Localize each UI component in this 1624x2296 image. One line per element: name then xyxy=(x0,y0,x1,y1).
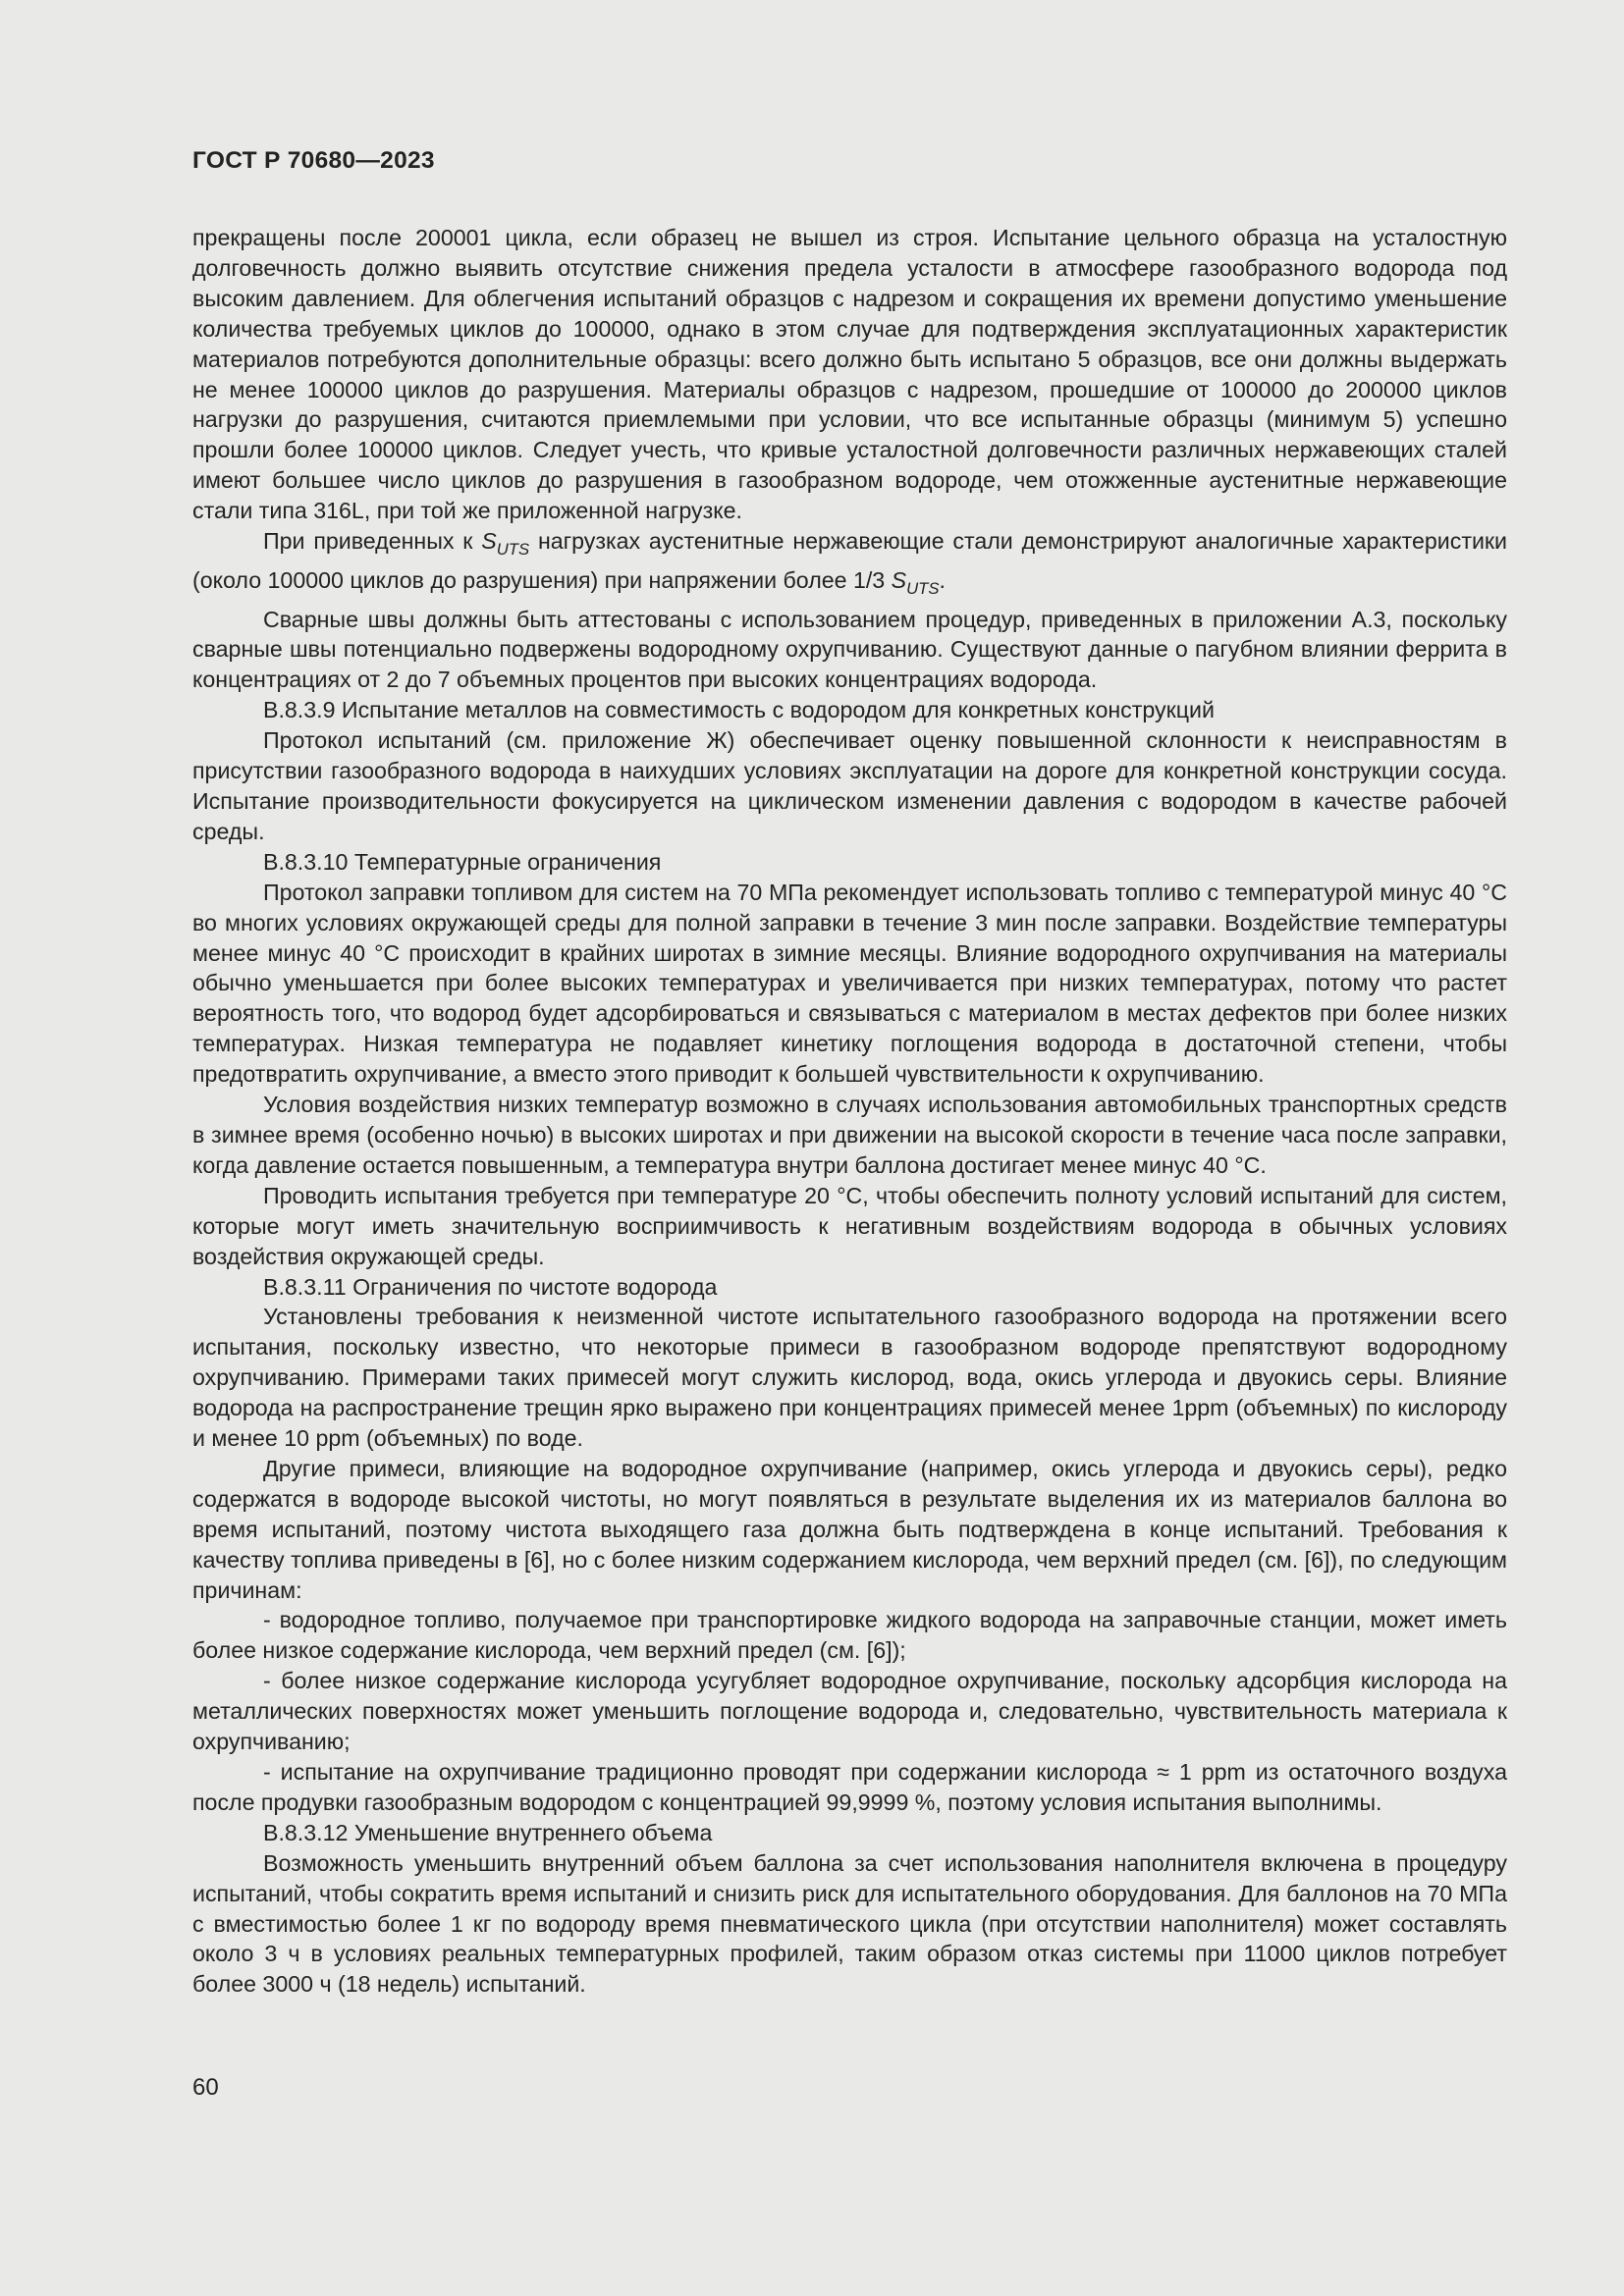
text-fragment: нагрузках аустенитные нержавеющие стали демонстрируют аналогичные характеристики (около 100000 циклов до разрушения) при напряжении более 1/3 xyxy=(192,528,1508,593)
text-fragment: При приведенных к xyxy=(263,528,482,555)
section-heading-b8-3-11: В.8.3.11 Ограничения по чистоте водорода xyxy=(263,1273,718,1300)
list-item: - более низкое содержание кислорода усугубляет водородное охрупчивание, поскольку адсорбция кислорода на металлических поверхностях может уменьшить поглощение водорода и, следовательно, чувствительность материала к охрупчиванию; xyxy=(192,1668,1507,1755)
paragraph-internal-volume: Возможность уменьшить внутренний объем баллона за счет использования наполнителя включена в процедуру испытаний, чтобы сократить время испытаний и снизить риск для испытательного оборудования. Для баллонов на 70 МПа с вместимостью более 1 кг по водороду время пневматического цикла (при отсутствии наполнителя) может составлять около 3 ч в условиях реальных температурных профилей, таким образом отказ системы при 11000 циклов потребует более 3000 ч (18 недель) испытаний. xyxy=(192,1849,1507,1998)
symbol-s-uts: $S_{UTS}$ xyxy=(891,566,940,598)
symbol-s-uts: $S_{UTS}$ xyxy=(481,528,530,559)
paragraph-other-impurities: Другие примеси, влияющие на водородное охрупчивание (например, окись углерода и двуокись серы), редко содержатся в водороде высокой чистоты, но могут появляться в результате выделения их из материалов баллона во время испытаний, поэтому чистота выходящего газа должна быть подтверждена в конце испытаний. Требования к качеству топлива приведены в [6], но с более низким содержанием кислорода, чем верхний предел (см. [6]), по следующим причинам: xyxy=(192,1455,1507,1603)
paragraph-low-temperature: Условия воздействия низких температур возможно в случаях использования автомобильных транспортных средств в зимнее время (особенно ночью) в высоких широтах и при движении на высокой скорости в течение часа после заправки, когда давление остается повышенным, а температура внутри баллона достигает менее минус 40 °С. xyxy=(192,1092,1507,1178)
page-number: 60 xyxy=(192,2074,219,2101)
list-item: - испытание на охрупчивание традиционно проводят при содержании кислорода ≈ 1 ppm из остаточного воздуха после продувки газообразным водородом с концентрацией 99,9999 %, поэтому условия испытания выполнимы. xyxy=(192,1759,1507,1815)
paragraph-welds: Сварные швы должны быть аттестованы с использованием процедур, приведенных в приложении А.3, поскольку сварные швы потенциально подвержены водородному охрупчиванию. Существуют данные о пагубном влиянии феррита в концентрациях от 2 до 7 объемных процентов при высоких концентрациях водорода. xyxy=(192,606,1507,693)
list-item: - водородное топливо, получаемое при транспортировке жидкого водорода на заправочные станции, может иметь более низкое содержание кислорода, чем верхний предел (см. [6]); xyxy=(192,1607,1507,1664)
paragraph-test-protocol: Протокол испытаний (см. приложение Ж) обеспечивает оценку повышенной склонности к неисправностям в присутствии газообразного водорода в наихудших условиях эксплуатации на дороге для конкретной конструкции сосуда. Испытание производительности фокусируется на циклическом изменении давления с водородом в качестве рабочей среды. xyxy=(192,727,1507,844)
text-fragment: . xyxy=(939,566,946,593)
paragraph-continuation: прекращены после 200001 цикла, если образец не вышел из строя. Испытание цельного образца на усталостную долговечность должно выявить отсутствие снижения предела усталости в атмосфере газообразного водорода под высоким давлением. Для облегчения испытаний образцов с надрезом и сокращения их времени допустимо уменьшение количества требуемых циклов до 100000, однако в этом случае для подтверждения эксплуатационных характеристик материалов потребуются дополнительные образцы: всего должно быть испытано 5 образцов, все они должны выдержать не менее 100000 циклов до разрушения. Материалы образцов с надрезом, прошедшие от 100000 до 200000 циклов нагрузки до разрушения, считаются приемлемыми при условии, что все испытанные образцы (минимум 5) успешно прошли более 100000 циклов. Следует учесть, что кривые усталостной долговечности различных нержавеющих сталей имеют большее число циклов до разрушения в газообразном водороде, чем отожженные аустенитные нержавеющие стали типа 316L, при той же приложенной нагрузке. xyxy=(192,225,1507,524)
document-header: ГОСТ Р 70680—2023 xyxy=(192,147,435,174)
section-heading-b8-3-9: В.8.3.9 Испытание металлов на совместимость с водородом для конкретных конструкций xyxy=(263,697,1215,723)
paragraph-purity-requirements: Установлены требования к неизменной чистоте испытательного газообразного водорода на протяжении всего испытания, поскольку известно, что некоторые примеси в газообразном водороде препятствуют водородному охрупчиванию. Примерами таких примесей могут служить кислород, вода, окись углерода и двуокись серы. Влияние водорода на распространение трещин ярко выражено при концентрациях примесей менее 1ppm (объемных) по кислороду и менее 10 ppm (объемных) по воде. xyxy=(192,1304,1507,1452)
section-heading-b8-3-10: В.8.3.10 Температурные ограничения xyxy=(263,848,662,875)
paragraph-test-temperature: Проводить испытания требуется при температуре 20 °С, чтобы обеспечить полноту условий испытаний для систем, которые могут иметь значительную восприимчивость к негативным воздействиям водорода в обычных условиях воздействия окружающей среды. xyxy=(192,1182,1507,1269)
section-heading-b8-3-12: В.8.3.12 Уменьшение внутреннего объема xyxy=(263,1819,713,1845)
paragraph-fueling-protocol: Протокол заправки топливом для систем на 70 МПа рекомендует использовать топливо с температурой минус 40 °С во многих условиях окружающей среды для полной заправки в течение 3 мин после заправки. Воздействие температуры менее минус 40 °С происходит в крайних широтах в зимние месяцы. Влияние водородного охрупчивания на материалы обычно уменьшается при более высоких температурах и увеличивается при низких температурах, потому что растет вероятность того, что водород будет адсорбироваться и связываться с материалом в местах дефектов при более низких температурах. Низкая температура не подавляет кинетику поглощения водорода в достаточной степени, чтобы предотвратить охрупчивание, а вместо этого приводит к большей чувствительности к охрупчиванию. xyxy=(192,879,1507,1088)
paragraph-uts-load xyxy=(192,526,1507,605)
document-body xyxy=(192,223,1507,2000)
